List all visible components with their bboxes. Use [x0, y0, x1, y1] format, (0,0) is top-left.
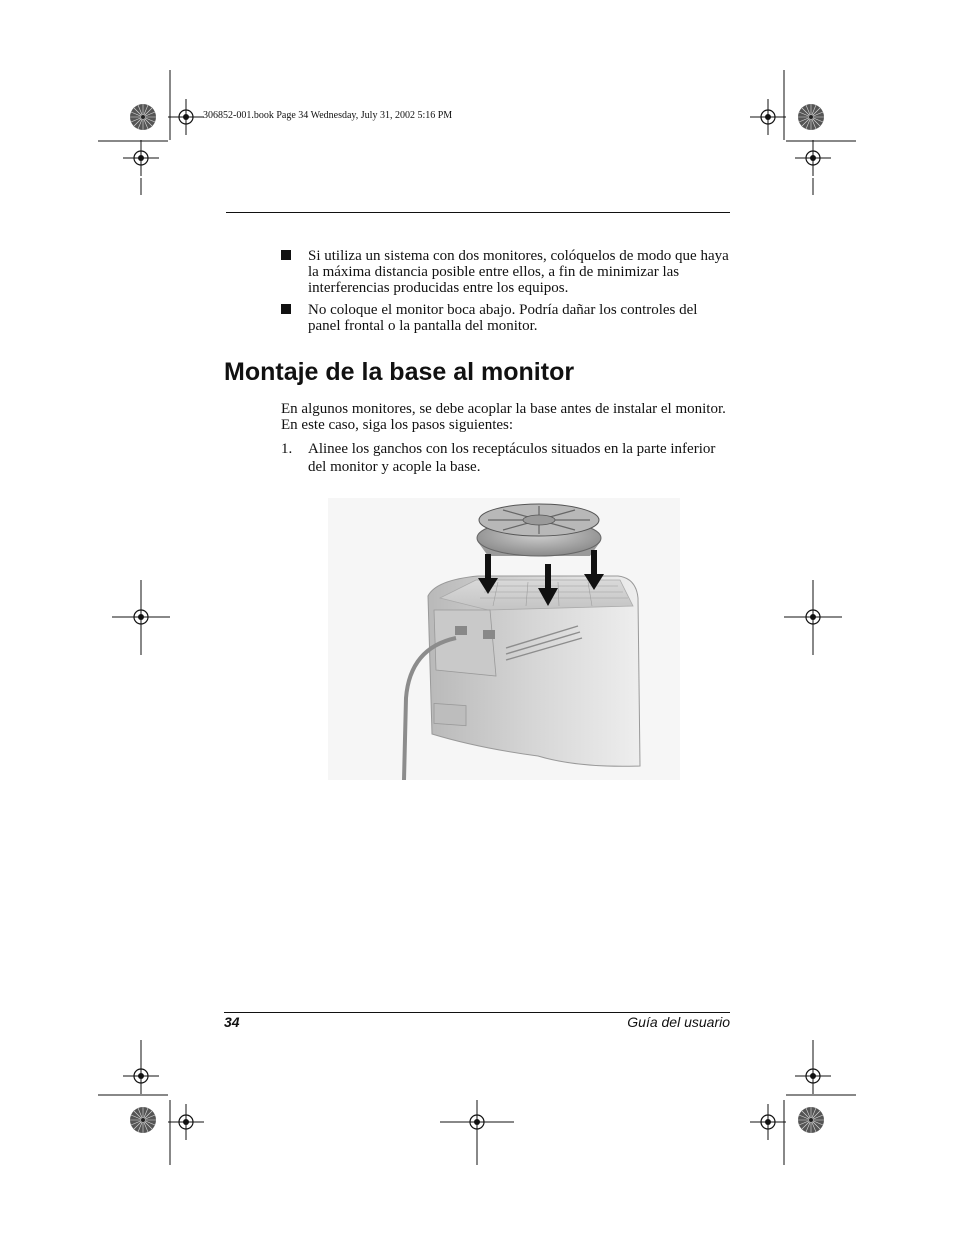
bullet-item	[281, 302, 731, 334]
bullet-text: Si utiliza un sistema con dos monitores, colóquelos de modo que haya la máxima distancia posible entre ellos, a fin de minimizar las interferencias producidas entre los equipos.	[308, 248, 729, 296]
step-text: Alinee los ganchos con los receptáculos situados en la parte inferior del monitor y acople la base.	[308, 441, 716, 475]
bullet-text: No coloque el monitor boca abajo. Podría dañar los controles del panel frontal o la pantalla del monitor.	[308, 302, 698, 334]
intro-paragraph: En algunos monitores, se debe acoplar la base antes de instalar el monitor. En este caso, siga los pasos siguientes:	[281, 401, 726, 433]
step-number: 1.	[281, 441, 293, 457]
square-bullet-icon	[281, 304, 291, 314]
footer-rule	[224, 1012, 730, 1013]
section-heading: Montaje de la base al monitor	[224, 358, 575, 386]
bullet-item	[281, 248, 731, 296]
header-rule	[226, 212, 730, 213]
footer-title: Guía del usuario	[627, 1014, 730, 1030]
square-bullet-icon	[281, 250, 291, 260]
page-number: 34	[224, 1014, 240, 1030]
print-header: 306852-001.book Page 34 Wednesday, July 31, 2002 5:16 PM	[203, 110, 453, 121]
step-item	[281, 440, 731, 476]
bullet-list	[281, 248, 731, 340]
monitor-base-illustration	[328, 498, 680, 780]
